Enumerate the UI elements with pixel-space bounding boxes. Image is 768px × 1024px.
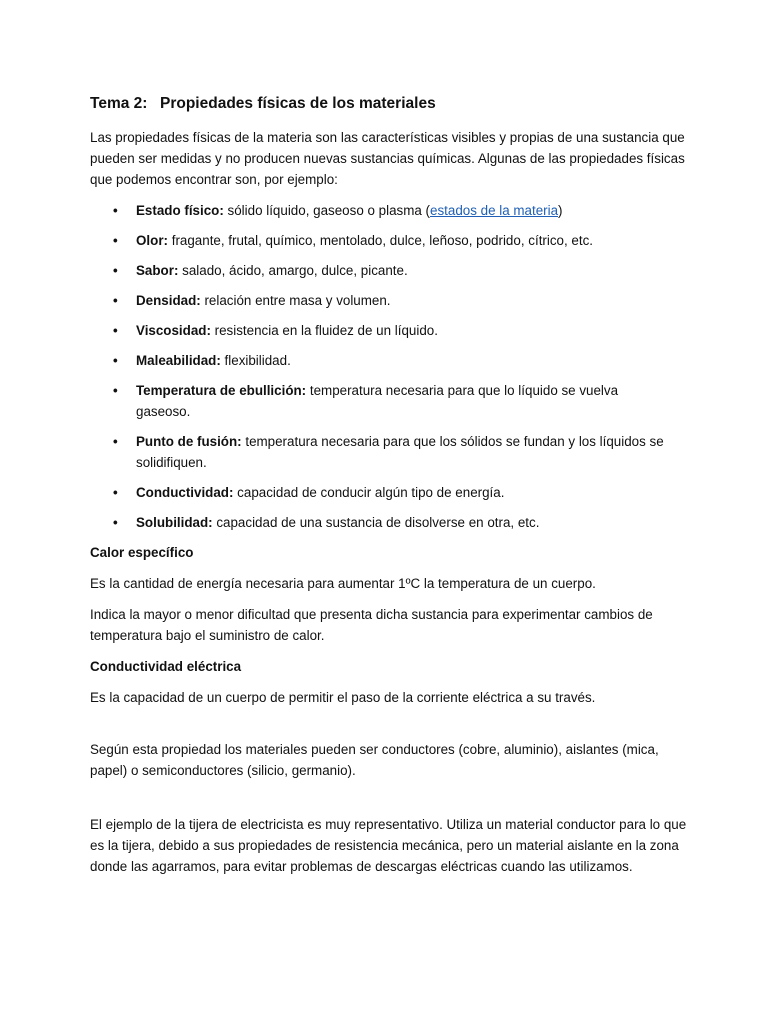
bullet-icon: • — [113, 233, 118, 248]
title-number: Tema 2: — [90, 95, 148, 112]
calor-heading: Calor específico — [90, 545, 194, 560]
list-item — [90, 230, 666, 251]
document-body — [90, 93, 690, 887]
list-item — [90, 260, 666, 281]
bullet-icon: • — [113, 383, 118, 398]
list-item — [90, 350, 666, 371]
bullet-icon: • — [113, 263, 118, 278]
property-term: Punto de fusión: — [136, 434, 242, 449]
list-item — [90, 431, 666, 473]
property-term: Olor: — [136, 233, 168, 248]
bullet-icon: • — [113, 515, 118, 530]
property-desc: salado, ácido, amargo, dulce, picante. — [178, 263, 408, 278]
list-item — [90, 482, 666, 503]
bullet-icon: • — [113, 485, 118, 500]
property-desc: capacidad de conducir algún tipo de energía. — [233, 485, 505, 500]
properties-list — [90, 200, 690, 533]
conductividad-paragraph-2: Según esta propiedad los materiales pueden ser conductores (cobre, aluminio), aislantes (mica, papel) o semiconductores (silicio, germanio). — [90, 742, 659, 778]
property-desc-after: ) — [558, 203, 563, 218]
list-item — [90, 290, 666, 311]
conductividad-paragraph-1: Es la capacidad de un cuerpo de permitir el paso de la corriente eléctrica a su través. — [90, 690, 596, 705]
list-item — [90, 200, 666, 221]
bullet-icon: • — [113, 203, 118, 218]
property-term: Conductividad: — [136, 485, 234, 500]
list-item — [90, 320, 666, 341]
list-item — [90, 512, 666, 533]
property-term: Solubilidad: — [136, 515, 213, 530]
list-item — [90, 380, 666, 422]
estados-materia-link[interactable]: estados de la materia — [430, 203, 559, 218]
property-term: Temperatura de ebullición: — [136, 383, 307, 398]
intro-paragraph: Las propiedades físicas de la materia son las características visibles y propias de una sustancia que pueden ser medidas y no producen nuevas sustancias químicas. Algunas de las propiedades físicas que podemos encontrar son, por ejemplo: — [90, 130, 685, 187]
property-desc: temperatura necesaria para que los sólidos se fundan y los líquidos se solidifiquen. — [136, 434, 664, 470]
property-term: Sabor: — [136, 263, 179, 278]
conductividad-heading: Conductividad eléctrica — [90, 659, 242, 674]
property-desc: fragante, frutal, químico, mentolado, dulce, leñoso, podrido, cítrico, etc. — [168, 233, 594, 248]
bullet-icon: • — [113, 323, 118, 338]
property-term: Densidad: — [136, 293, 201, 308]
bullet-icon: • — [113, 434, 118, 449]
bullet-icon: • — [113, 293, 118, 308]
calor-paragraph-1: Es la cantidad de energía necesaria para aumentar 1ºC la temperatura de un cuerpo. — [90, 576, 596, 591]
property-desc: resistencia en la fluidez de un líquido. — [210, 323, 438, 338]
property-desc: relación entre masa y volumen. — [200, 293, 391, 308]
calor-paragraph-2: Indica la mayor o menor dificultad que presenta dicha sustancia para experimentar cambios de temperatura bajo el suministro de calor. — [90, 607, 653, 643]
property-desc: flexibilidad. — [220, 353, 291, 368]
conductividad-paragraph-3: El ejemplo de la tijera de electricista es muy representativo. Utiliza un material conductor para lo que es la tijera, debido a sus propiedades de resistencia mecánica, pero un material aislante en la zona donde las agarramos, para evitar problemas de descargas eléctricas cuando las utilizamos. — [90, 817, 687, 874]
property-term: Estado físico: — [136, 203, 224, 218]
page-title — [90, 93, 690, 115]
property-desc: sólido líquido, gaseoso o plasma ( — [223, 203, 431, 218]
title-text: Propiedades físicas de los materiales — [160, 95, 436, 112]
property-term: Viscosidad: — [136, 323, 211, 338]
property-desc: capacidad de una sustancia de disolverse en otra, etc. — [212, 515, 540, 530]
bullet-icon: • — [113, 353, 118, 368]
property-desc: temperatura necesaria para que lo líquido se vuelva gaseoso. — [136, 383, 619, 419]
property-term: Maleabilidad: — [136, 353, 221, 368]
